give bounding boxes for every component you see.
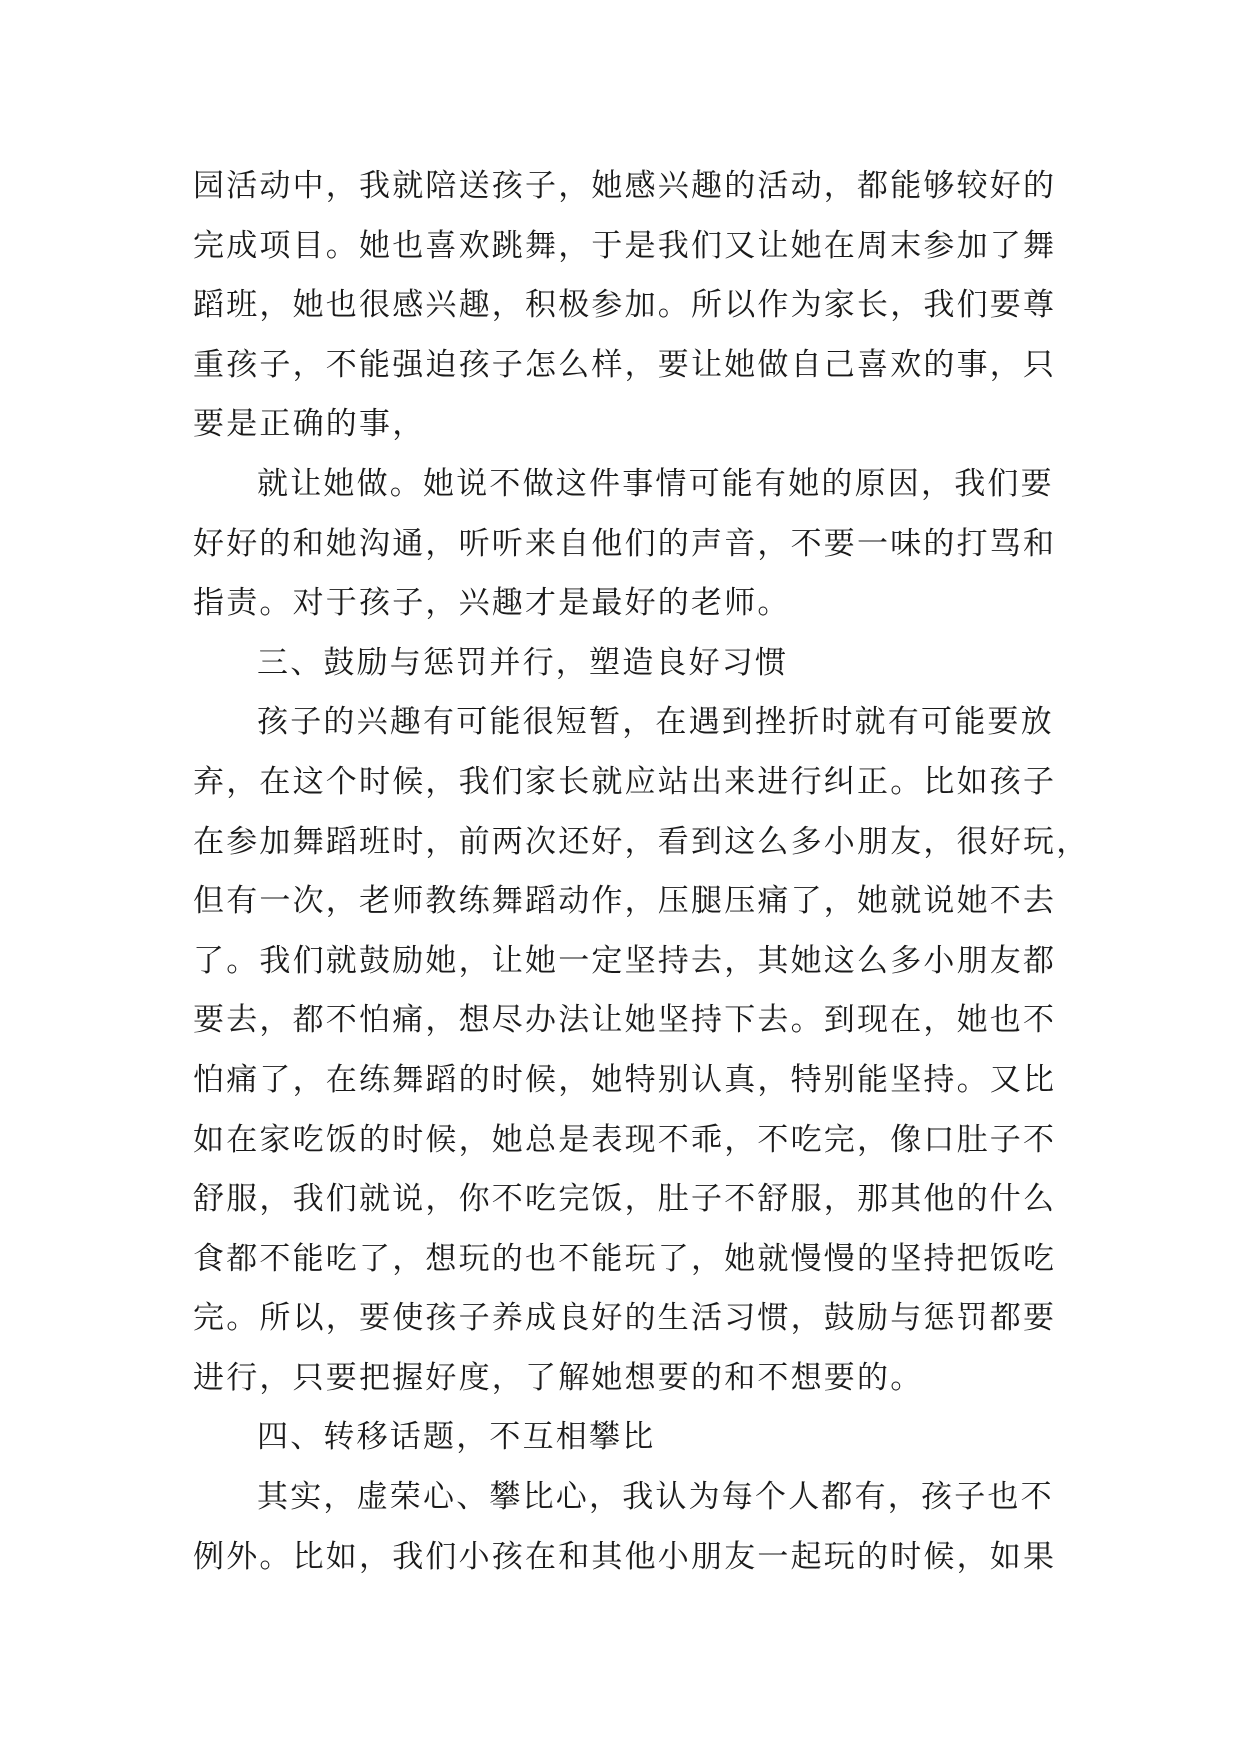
text-line: 就让她做。她说不做这件事情可能有她的原因，我们要 (257, 465, 1054, 502)
text-line: 要去，都不怕痛，想尽办法让她坚持下去。到现在，她也不 (193, 1002, 1057, 1039)
text-line: 蹈班，她也很感兴趣，积极参加。所以作为家长，我们要尊 (193, 287, 1057, 324)
text-line: 在参加舞蹈班时，前两次还好，看到这么多小朋友，很好玩， (193, 823, 1090, 860)
document-body (193, 157, 1090, 1587)
paragraph-2 (193, 455, 1057, 634)
text-line: 指责。对于孩子，兴趣才是最好的老师。 (193, 585, 791, 622)
text-line: 食都不能吃了，想玩的也不能玩了，她就慢慢的坚持把饭吃 (193, 1240, 1057, 1277)
text-line: 好好的和她沟通，听听来自他们的声音，不要一味的打骂和 (193, 525, 1057, 562)
paragraph-3 (193, 693, 1090, 1408)
text-line: 其实，虚荣心、攀比心，我认为每个人都有，孩子也不 (257, 1479, 1054, 1516)
text-line: 但有一次，老师教练舞蹈动作，压腿压痛了，她就说她不去 (193, 883, 1057, 920)
text-line: 怕痛了，在练舞蹈的时候，她特别认真，特别能坚持。又比 (193, 1061, 1057, 1098)
paragraph-1 (193, 157, 1057, 455)
text-line: 园活动中，我就陪送孩子，她感兴趣的活动，都能够较好的 (193, 168, 1057, 204)
text-line: 孩子的兴趣有可能很短暂，在遇到挫折时就有可能要放 (257, 704, 1054, 741)
text-line: 舒服，我们就说，你不吃完饭，肚子不舒服，那其他的什么 (193, 1181, 1057, 1218)
section-heading-3: 三、鼓励与惩罚并行，塑造良好习惯 (257, 644, 789, 681)
text-line: 如在家吃饭的时候，她总是表现不乖，不吃完，像口肚子不 (193, 1121, 1057, 1158)
paragraph-4 (193, 1468, 1057, 1587)
text-line: 弃，在这个时候，我们家长就应站出来进行纠正。比如孩子 (193, 763, 1057, 800)
text-line: 完。所以，要使孩子养成良好的生活习惯，鼓励与惩罚都要 (193, 1300, 1057, 1337)
text-line: 例外。比如，我们小孩在和其他小朋友一起玩的时候，如果 (193, 1538, 1057, 1575)
text-line: 了。我们就鼓励她，让她一定坚持去，其她这么多小朋友都 (193, 942, 1057, 979)
text-line: 要是正确的事， (193, 406, 426, 443)
text-line: 重孩子，不能强迫孩子怎么样，要让她做自己喜欢的事，只 (193, 346, 1057, 383)
text-line: 进行，只要把握好度，了解她想要的和不想要的。 (193, 1359, 924, 1396)
text-line: 完成项目。她也喜欢跳舞，于是我们又让她在周末参加了舞 (193, 227, 1057, 264)
section-heading-4: 四、转移话题，不互相攀比 (257, 1419, 656, 1456)
